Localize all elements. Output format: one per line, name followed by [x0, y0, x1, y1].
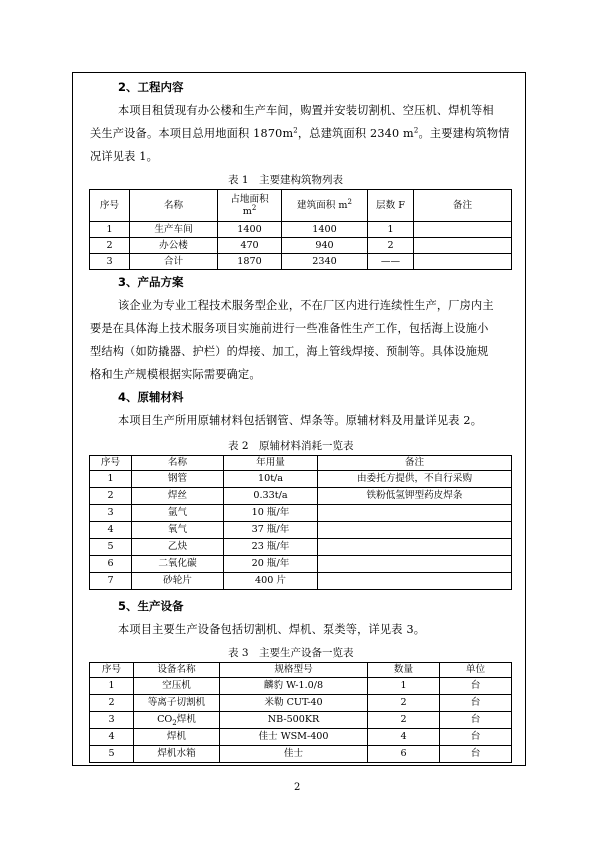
table-row [90, 746, 512, 763]
table-equipment [89, 662, 512, 763]
table-cell: 1400 [282, 222, 368, 238]
table-cell: 3 [90, 254, 130, 270]
table-cell: 数量 [368, 663, 440, 678]
table-cell: 2 [90, 488, 132, 505]
table-cell: 序号 [90, 190, 130, 222]
table-cell: 1 [90, 471, 132, 488]
table-cell: 1 [90, 222, 130, 238]
table-cell: 20 瓶/年 [224, 556, 318, 573]
table-cell: 2 [368, 712, 440, 729]
paragraph-line: 该企业为专业工程技术服务型企业，不在厂区内进行连续性生产，厂房内主 [118, 299, 494, 312]
table-cell: 备注 [414, 190, 512, 222]
table-cell [318, 556, 512, 573]
table-cell: 940 [282, 238, 368, 254]
table-cell: 37 瓶/年 [224, 522, 318, 539]
table-cell: 台 [440, 695, 512, 712]
table-cell: 等离子切割机 [134, 695, 220, 712]
table-header-row [90, 663, 512, 678]
table-row [90, 254, 512, 270]
table-cell: 由委托方提供，不自行采购 [318, 471, 512, 488]
table-cell: 氩气 [132, 505, 224, 522]
table-row [90, 729, 512, 746]
table-cell: 1400 [218, 222, 282, 238]
table-cell: $CO_2$焊机 [134, 712, 220, 729]
section-heading: 2、工程内容 [118, 80, 184, 94]
table-cell: 5 [90, 539, 132, 556]
table-caption: 表 2 原辅材料消耗一览表 [228, 440, 354, 452]
table-cell: 台 [440, 712, 512, 729]
table-cell: 氧气 [132, 522, 224, 539]
table-cell: 6 [90, 556, 132, 573]
table-cell: 焊丝 [132, 488, 224, 505]
table-cell: 名称 [132, 456, 224, 471]
table-row [90, 695, 512, 712]
section-heading: 5、生产设备 [118, 599, 184, 613]
table-cell: 0.33t/a [224, 488, 318, 505]
table-cell: 23 瓶/年 [224, 539, 318, 556]
table-cell: 乙炔 [132, 539, 224, 556]
table-cell: 名称 [130, 190, 218, 222]
paragraph-line: 本项目生产所用原辅材料包括钢管、焊条等。原辅材料及用量详见表 2。 [118, 414, 483, 427]
table-row [90, 222, 512, 238]
table-row [90, 712, 512, 729]
table-cell: 合计 [130, 254, 218, 270]
table-cell: 米勒 CUT-40 [220, 695, 368, 712]
table-row [90, 573, 512, 590]
table-cell: 序号 [90, 456, 132, 471]
table-cell: 6 [368, 746, 440, 763]
table-cell: 年用量 [224, 456, 318, 471]
table-row [90, 678, 512, 695]
paragraph-line: 本项目租赁现有办公楼和生产车间，购置并安装切割机、空压机、焊机等相 [118, 104, 494, 117]
table-header-row [90, 456, 512, 471]
table-row [90, 471, 512, 488]
table-cell: 砂轮片 [132, 573, 224, 590]
table-cell: 备注 [318, 456, 512, 471]
table-cell [414, 254, 512, 270]
table-cell [318, 505, 512, 522]
section-heading: 4、原辅材料 [118, 390, 184, 404]
table-cell: 铁粉低氢钾型药皮焊条 [318, 488, 512, 505]
paragraph-line: 要是在具体海上技术服务项目实施前进行一些准备性生产工作，包括海上设施小 [90, 322, 489, 335]
table-row [90, 238, 512, 254]
table-cell [318, 573, 512, 590]
section-heading: 3、产品方案 [118, 275, 184, 289]
table-cell: 2340 [282, 254, 368, 270]
table-header-row [90, 190, 512, 222]
table-cell [318, 522, 512, 539]
table-row [90, 522, 512, 539]
table-cell: 台 [440, 678, 512, 695]
table-cell: 台 [440, 729, 512, 746]
table-cell: 生产车间 [130, 222, 218, 238]
table-cell: 4 [368, 729, 440, 746]
table-cell [414, 238, 512, 254]
paragraph-line: 型结构（如防撬器、护栏）的焊接、加工，海上管线焊接、预制等。具体设施规 [90, 345, 489, 358]
table-cell: 1 [90, 678, 134, 695]
table-cell: 钢管 [132, 471, 224, 488]
paragraph-line: 格和生产规模根据实际需要确定。 [90, 368, 261, 381]
table-row [90, 539, 512, 556]
table-cell: 2 [90, 238, 130, 254]
table-cell: 序号 [90, 663, 134, 678]
table-caption: 表 3 主要生产设备一览表 [228, 647, 354, 659]
table-cell: 1 [368, 222, 414, 238]
table-cell: 1870 [218, 254, 282, 270]
table-cell: 2 [368, 238, 414, 254]
table-cell: 规格型号 [220, 663, 368, 678]
table-cell: NB-500KR [220, 712, 368, 729]
table-cell: 7 [90, 573, 132, 590]
table-cell: 单位 [440, 663, 512, 678]
table-cell: 佳士 [220, 746, 368, 763]
table-cell: 3 [90, 505, 132, 522]
paragraph-line: 关生产设备。本项目总用地面积 $1870m^2$，总建筑面积 2340 $m^2$。主要建构筑物情 [90, 126, 510, 140]
table-cell: 3 [90, 712, 134, 729]
table-cell: 2 [90, 695, 134, 712]
table-cell: 焊机水箱 [134, 746, 220, 763]
table-cell: 4 [90, 522, 132, 539]
table-cell: 400 片 [224, 573, 318, 590]
table-cell: 台 [440, 746, 512, 763]
page-number: 2 [294, 782, 301, 793]
table-cell: 麟豹 W-1.0/8 [220, 678, 368, 695]
table-cell [414, 222, 512, 238]
table-cell: 层数 F [368, 190, 414, 222]
table-cell: 470 [218, 238, 282, 254]
table-row [90, 556, 512, 573]
table-cell: 空压机 [134, 678, 220, 695]
table-cell: 4 [90, 729, 134, 746]
table-cell: 5 [90, 746, 134, 763]
table-cell: 设备名称 [134, 663, 220, 678]
paragraph-line: 本项目主要生产设备包括切割机、焊机、泵类等，详见表 3。 [118, 623, 426, 636]
table-row [90, 505, 512, 522]
table-cell: 佳士 WSM-400 [220, 729, 368, 746]
table-cell: 焊机 [134, 729, 220, 746]
table-cell: 2 [368, 695, 440, 712]
table-cell: 占地面积 $m^2$ [218, 190, 282, 222]
table-row [90, 488, 512, 505]
table-materials [89, 455, 512, 590]
table-cell: 1 [368, 678, 440, 695]
paragraph-line: 况详见表 1。 [90, 150, 159, 163]
table-cell [318, 539, 512, 556]
table-cell: 建筑面积 $m^2$ [282, 190, 368, 222]
table-cell: 10 瓶/年 [224, 505, 318, 522]
table-cell: 二氧化碳 [132, 556, 224, 573]
table-cell: 办公楼 [130, 238, 218, 254]
table-cell: 10t/a [224, 471, 318, 488]
table-caption: 表 1 主要建构筑物列表 [228, 174, 344, 186]
table-buildings [89, 189, 512, 270]
table-cell: —— [368, 254, 414, 270]
